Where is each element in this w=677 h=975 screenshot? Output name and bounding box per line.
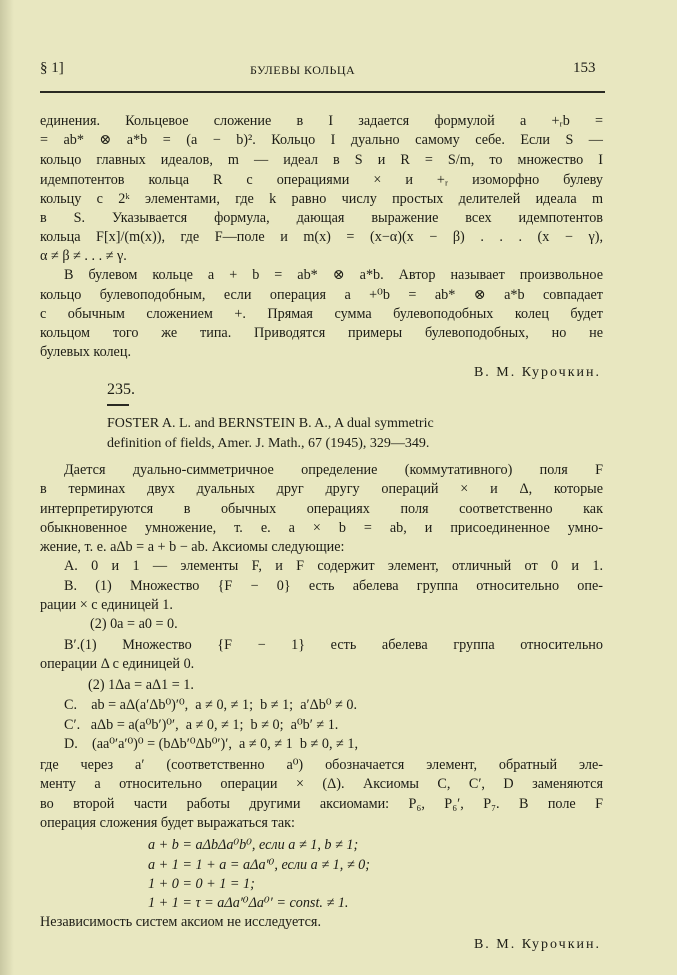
text-line: идемпотентов кольца R с операциями × и +ᵣ изоморфно булеву — [40, 172, 603, 188]
page-edge-shadow — [0, 0, 14, 975]
axiom-c-prime: C′. aΔb = a(a⁰b′)⁰′, a ≠ 0, ≠ 1; b ≠ 0; a⁰b′ ≠ 1. — [64, 717, 339, 733]
axiom-b-prime-1: B′.(1) Множество {F − 1} есть абелева группа относительно — [64, 637, 603, 653]
section-number: § 1] — [40, 60, 64, 76]
text-line: жение, т. е. aΔb = a + b − ab. Аксиомы следующие: — [40, 539, 345, 555]
text-line: = ab* ⊗ a*b = (a − b)². Кольцо I дуально самому себе. Если S — — [40, 132, 603, 148]
text-line: в терминах двух дуальных друг другу операций × и Δ, которые — [40, 481, 603, 497]
formula-line: 1 + 0 = 0 + 1 = 1; — [148, 876, 255, 892]
text-line: интерпретируются в обычных операциях поля соответственно как — [40, 501, 603, 517]
formula-line: 1 + 1 = τ = aΔa′⁰Δa⁰′ = const. ≠ 1. — [148, 895, 349, 911]
axiom-b1-cont: рации × с единицей 1. — [40, 597, 173, 613]
axiom-b2: (2) 0a = a0 = 0. — [90, 616, 178, 632]
citation-line: FOSTER A. L. and BERNSTEIN B. A., A dual symmetric — [107, 416, 434, 431]
formula-line: a + 1 = 1 + a = aΔa′⁰, если a ≠ 1, ≠ 0; — [148, 857, 370, 873]
text-line: менту a относительно операции × (Δ). Аксиомы C, C′, D заменяются — [40, 776, 603, 792]
text-line: кольцо булевоподобным, если операция a +⁰b = ab* ⊗ a*b совпадает — [40, 287, 603, 303]
entry-rule — [107, 404, 129, 406]
page-number: 153 — [573, 60, 596, 76]
formula-line: a + b = aΔbΔa⁰b⁰, если a ≠ 1, b ≠ 1; — [148, 837, 359, 853]
axiom-c: C. ab = aΔ(a′Δb⁰)′⁰, a ≠ 0, ≠ 1; b ≠ 1; a′Δb⁰ ≠ 0. — [64, 697, 358, 713]
header-title: БУЛЕВЫ КОЛЬЦА — [250, 63, 356, 77]
entry-number: 235. — [107, 381, 135, 398]
text-line: единения. Кольцевое сложение в I задается формулой a +ᵣb = — [40, 113, 603, 129]
text-line: обыкновенное умножение, т. е. a × b = ab, и присоединенное умно- — [40, 520, 603, 536]
closing-sentence: Независимость систем аксиом не исследуется. — [40, 914, 321, 930]
text-line: где через a′ (соответственно a⁰) обозначается элемент, обратный эле- — [40, 757, 603, 773]
text-line: во второй части работы другими аксиомами: P₆, P₆′, P₇. В поле F — [40, 796, 603, 812]
text-line: кольца F[x]/(m(x)), где F—поле и m(x) = (x−α)(x − β) . . . (x − γ), — [40, 229, 603, 245]
text-line: операция сложения будет выражаться так: — [40, 815, 295, 831]
reviewer-signature: В. М. Курочкин. — [473, 365, 601, 380]
text-line: булевых колец. — [40, 344, 131, 360]
axiom-b-prime-2: (2) 1Δa = aΔ1 = 1. — [88, 677, 194, 693]
text-line: Дается дуально-симметричное определение (коммутативного) поля F — [64, 462, 603, 478]
reviewer-signature: В. М. Курочкин. — [473, 937, 601, 952]
axiom-b1: B. (1) Множество {F − 0} есть абелева группа относительно опе- — [64, 578, 603, 594]
text-line: кольцом того же типа. Приводятся примеры булевоподобных, но не — [40, 325, 603, 341]
text-line: в S. Указывается формула, дающая выражение всех идемпотентов — [40, 210, 603, 226]
text-line: кольцу с 2ᵏ элементами, где k равно числу простых делителей идеала m — [40, 191, 603, 207]
text-line: с обычным сложением +. Прямая сумма булевоподобных колец будет — [40, 306, 603, 322]
text-line: α ≠ β ≠ . . . ≠ γ. — [40, 248, 127, 264]
axiom-b-prime-1-cont: операции Δ с единицей 0. — [40, 656, 195, 672]
text-line: В булевом кольце a + b = ab* ⊗ a*b. Автор называет произвольное — [64, 267, 603, 283]
header-rule — [40, 91, 605, 93]
axiom-d: D. (aa⁰′a′⁰)⁰ = (bΔb′⁰Δb⁰′)′, a ≠ 0, ≠ 1 b ≠ 0, ≠ 1, — [64, 736, 359, 752]
text-line: кольцо главных идеалов, m — идеал в S и R = S/m, то множество I — [40, 152, 603, 168]
axiom-a: A. 0 и 1 — элементы F, и F содержит элемент, отличный от 0 и 1. — [64, 558, 603, 574]
citation-line: definition of fields, Amer. J. Math., 67 (1945), 329—349. — [107, 436, 430, 451]
